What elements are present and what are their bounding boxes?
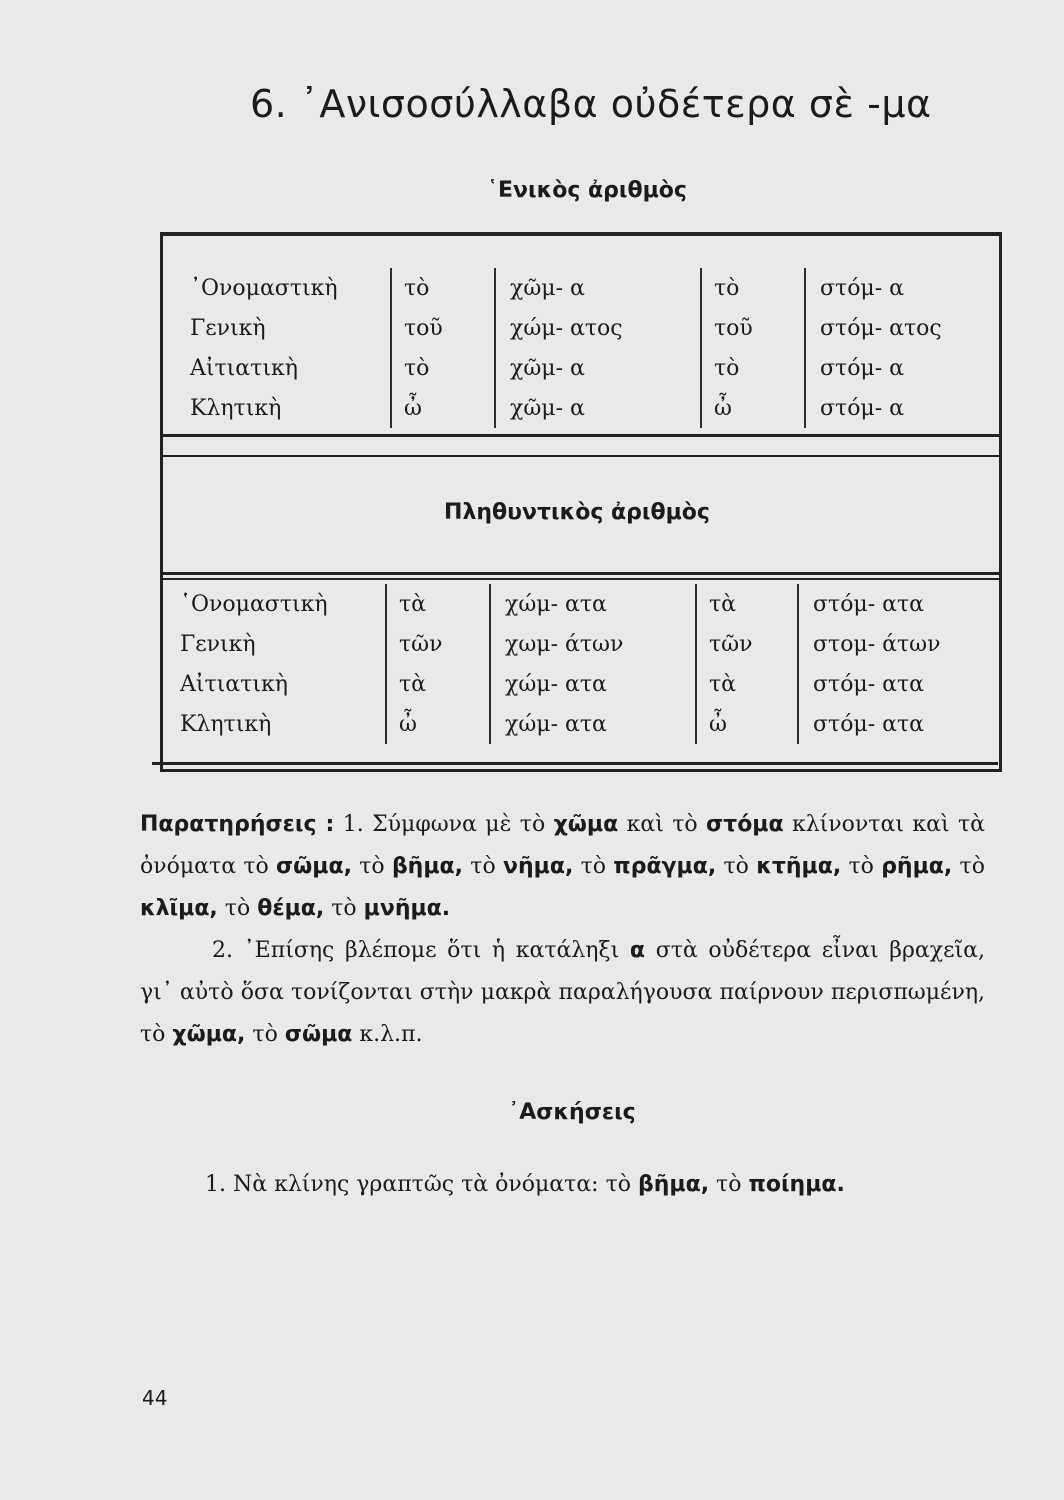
table-row xyxy=(190,308,980,348)
bold-word: κτῆμα, xyxy=(756,854,842,879)
form-chwma: χῶμ- α xyxy=(495,388,701,428)
plural-top-rule-2 xyxy=(163,578,1001,580)
article: ὦ xyxy=(701,388,805,428)
observations-label: Παρατηρήσεις : xyxy=(140,812,335,837)
bold-word: στόμα xyxy=(706,812,784,837)
article: τὸ xyxy=(701,268,805,308)
form-stoma: στόμ- α xyxy=(805,268,980,308)
case-name: Αἰτιατικὴ xyxy=(180,671,288,697)
observation-1 xyxy=(140,804,985,930)
note-text: ᾿Επίσης βλέπομε ὅτι ἡ κατάληξι xyxy=(233,938,630,963)
table-divider-bottom xyxy=(163,455,1001,457)
note-text: τὸ xyxy=(324,896,364,921)
case-name: Γενικὴ xyxy=(180,631,256,657)
table-row xyxy=(180,624,988,664)
note-text: τὸ xyxy=(217,896,258,921)
bold-word: ρῆμα, xyxy=(881,854,953,879)
case-name: Αἰτιατικὴ xyxy=(190,355,298,381)
bold-word: πρᾶγμα, xyxy=(613,854,717,879)
plural-heading: Πληθυντικὸς ἀριθμὸς xyxy=(444,500,710,525)
bold-word: βῆμα, xyxy=(637,1172,710,1197)
case-name: ᾿Ονομαστικὴ xyxy=(190,275,338,301)
note-text: τὸ xyxy=(716,854,757,879)
exercise-number: 1. xyxy=(205,1172,226,1197)
table-divider-top xyxy=(163,434,1001,437)
note-text: κλίνονται καὶ τὰ ὀνόματα τὸ xyxy=(140,812,985,879)
table-bottom-rule xyxy=(152,762,998,765)
note-text: κ.λ.π. xyxy=(352,1022,423,1047)
article: τῶν xyxy=(386,624,490,664)
table-row xyxy=(190,268,980,308)
article: ὦ xyxy=(386,704,490,744)
form-chwma: χῶμ- α xyxy=(495,268,701,308)
table-row xyxy=(190,388,980,428)
note-number: 1. xyxy=(342,812,364,837)
bold-word: κλῖμα, xyxy=(140,896,218,921)
article: τῶν xyxy=(696,624,798,664)
bold-word: σῶμα, xyxy=(276,854,352,879)
form-stoma: στόμ- ατα xyxy=(798,584,988,624)
form-stoma: στόμ- ατα xyxy=(798,664,988,704)
article: ὦ xyxy=(696,704,798,744)
note-text: τὸ xyxy=(573,854,614,879)
note-text: τὸ xyxy=(245,1022,285,1047)
form-chwma: χώμ- ατα xyxy=(490,704,696,744)
article: τὸ xyxy=(701,348,805,388)
bold-word: σῶμα xyxy=(284,1022,353,1047)
form-chwma: χώμ- ατα xyxy=(490,584,696,624)
bold-word: βῆμα, xyxy=(391,854,464,879)
table-row xyxy=(180,584,988,624)
bold-word: χῶμα, xyxy=(172,1022,246,1047)
note-text: τὸ xyxy=(841,854,882,879)
bold-word: ποίημα. xyxy=(748,1172,845,1197)
bold-word: α xyxy=(629,938,646,963)
singular-table xyxy=(190,268,980,428)
case-name: Κλητικὴ xyxy=(180,711,272,737)
table-row xyxy=(180,664,988,704)
article: τὰ xyxy=(696,584,798,624)
note-text: στὰ οὐδέτερα εἶναι βραχεῖα, γι᾿ αὐτὸ ὅσα τονίζονται στὴν μακρὰ παραλήγουσα παίρνουν περισπωμένη, τὸ xyxy=(140,938,985,1047)
exercise-text: Νὰ κλίνης γραπτῶς τὰ ὀνόματα: τὸ xyxy=(226,1172,638,1197)
article: τὰ xyxy=(696,664,798,704)
article: τὰ xyxy=(386,584,490,624)
bold-word: χῶμα xyxy=(553,812,619,837)
article: τὸ xyxy=(391,348,495,388)
page-title: 6. ᾿Ανισοσύλλαβα οὐδέτερα σὲ -μα xyxy=(250,82,932,126)
case-name: ῾Ονομαστικὴ xyxy=(180,591,328,617)
case-name: Γενικὴ xyxy=(190,315,266,341)
article: τοῦ xyxy=(391,308,495,348)
singular-heading: ῾Ενικὸς ἀριθμὸς xyxy=(487,178,687,203)
plural-top-rule xyxy=(163,572,1001,575)
form-stoma: στόμ- α xyxy=(805,348,980,388)
bold-word: μνῆμα. xyxy=(363,896,451,921)
form-chwma: χώμ- ατος xyxy=(495,308,701,348)
form-chwma: χῶμ- α xyxy=(495,348,701,388)
note-text: τὸ xyxy=(952,854,985,879)
form-chwma: χωμ- άτων xyxy=(490,624,696,664)
note-text: Σύμφωνα μὲ τὸ xyxy=(363,812,554,837)
bold-word: νῆμα, xyxy=(503,854,574,879)
note-text: τὸ xyxy=(463,854,503,879)
table-row xyxy=(180,704,988,744)
article: τὸ xyxy=(391,268,495,308)
bold-word: θέμα, xyxy=(257,896,325,921)
observations xyxy=(140,804,985,1056)
table-row xyxy=(190,348,980,388)
exercise-text: τὸ xyxy=(709,1172,749,1197)
note-text: τὸ xyxy=(351,854,392,879)
article: τὰ xyxy=(386,664,490,704)
exercise-1 xyxy=(205,1172,1005,1197)
note-text: καὶ τὸ xyxy=(618,812,707,837)
form-stoma: στόμ- ατα xyxy=(798,704,988,744)
note-number: 2. xyxy=(212,938,233,963)
form-stoma: στόμ- α xyxy=(805,388,980,428)
observation-2 xyxy=(140,930,985,1056)
form-chwma: χώμ- ατα xyxy=(490,664,696,704)
article: τοῦ xyxy=(701,308,805,348)
exercises-heading: ᾿Ασκήσεις xyxy=(508,1100,636,1125)
form-stoma: στομ- άτων xyxy=(798,624,988,664)
form-stoma: στόμ- ατος xyxy=(805,308,980,348)
plural-table xyxy=(180,584,988,744)
case-name: Κλητικὴ xyxy=(190,395,282,421)
page-number: 44 xyxy=(142,1386,168,1410)
article: ὦ xyxy=(391,388,495,428)
